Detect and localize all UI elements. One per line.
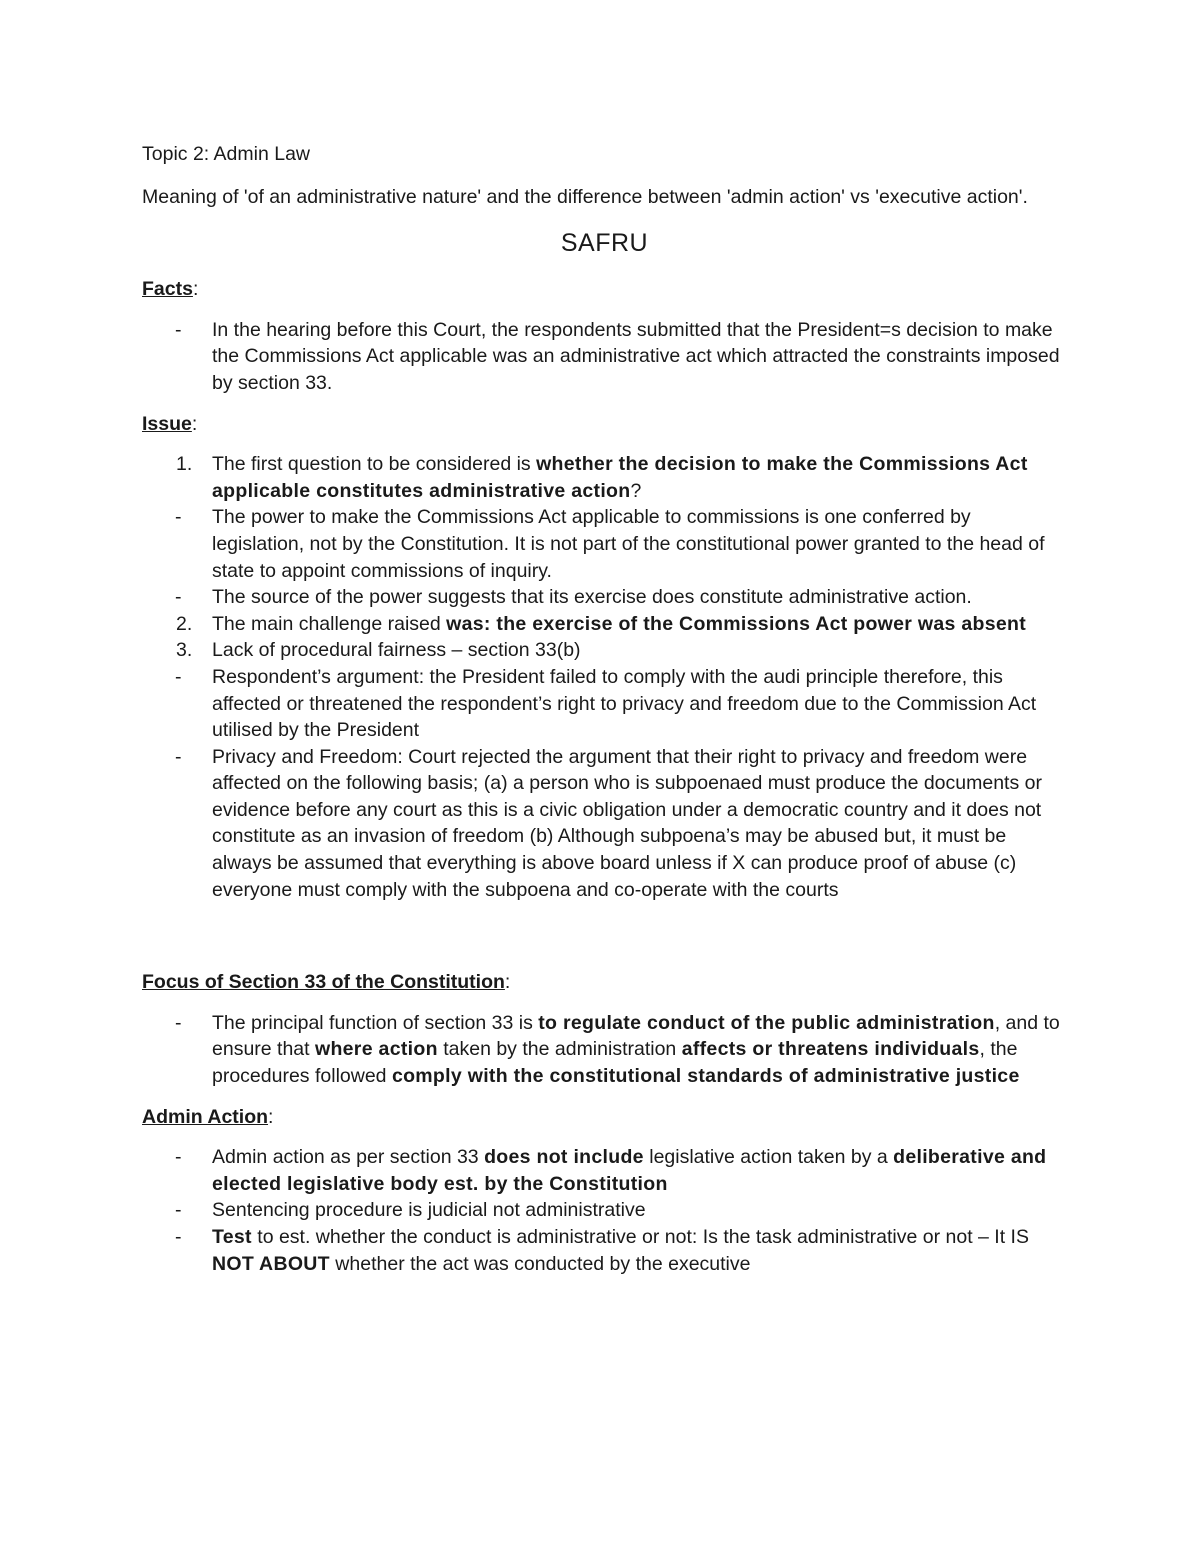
list-item [142, 1197, 1067, 1224]
list-item-text: Privacy and Freedom: Court rejected the argument that their right to privacy and freedom were affected on the following basis; (a) a person who is subpoenaed must produce the documents or evidence before any court as this is a civic obligation under a democratic country and it does not constitute as an invasion of freedom (b) Although subpoena’s may be abused but, it must be always be assumed that everything is above board unless if X can produce proof of abuse (c) everyone must comply with the subpoena and co-operate with the courts [212, 745, 1042, 901]
facts-list [142, 317, 1067, 397]
list-item-text: to est. whether the conduct is administrative or not: Is the task administrative or not – It IS [251, 1226, 1029, 1248]
list-item-text: whether the act was conducted by the executive [329, 1252, 751, 1275]
issue-list [142, 451, 1067, 903]
list-item [142, 611, 1067, 638]
case-title: SAFRU [560, 229, 649, 258]
list-marker: 3. [176, 639, 193, 662]
list-item [142, 664, 1067, 744]
list-marker: - [175, 1199, 182, 1222]
list-item-text: The source of the power suggests that its exercise does constitute administrative action. [212, 586, 972, 609]
list-marker: - [175, 1226, 182, 1248]
list-item [142, 1224, 1067, 1277]
list-item [142, 451, 1067, 504]
focus-list [142, 1010, 1067, 1090]
focus-heading: Focus of Section 33 of the Constitution: [142, 971, 511, 994]
list-item-bold: deliberative and elected legislative body est. by the Constitution [212, 1146, 1047, 1195]
list-item-text: , and to ensure that [212, 1011, 1060, 1061]
list-item [142, 584, 1067, 611]
admin-action-heading-label: Admin Action [142, 1105, 269, 1128]
list-item-text: ? [630, 479, 642, 502]
list-marker: 2. [176, 612, 193, 635]
list-marker: - [175, 665, 182, 688]
list-item-text: legislative action taken by a [643, 1146, 894, 1169]
list-item [142, 1144, 1067, 1197]
list-item [142, 637, 1067, 664]
list-item-text: The main challenge raised [212, 612, 447, 635]
document-page [142, 141, 1067, 1291]
list-item-text: The power to make the Commissions Act applicable to commissions is one conferred by legislation, not by the Constitution. It is not part of the constitutional power granted to the head of state to appoint commissions of inquiry. [212, 506, 1045, 582]
list-item [142, 744, 1067, 904]
list-item-text: Sentencing procedure is judicial not administrative [212, 1199, 646, 1222]
list-item-text: Respondent’s argument: the President failed to comply with the audi principle therefore, this affected or threatened the respondent’s right to privacy and freedom due to the Commission Act utilised by the President [212, 665, 1037, 742]
list-item-text: In the hearing before this Court, the respondents submitted that the President=s decision to make the Commissions Act applicable was an administrative act which attracted the constraints imposed by section 33. [212, 318, 1060, 394]
focus-heading-label: Focus of Section 33 of the Constitution [142, 971, 505, 994]
section-spacer [142, 917, 1067, 969]
issue-heading-label: Issue [142, 412, 192, 435]
admin-action-list [142, 1144, 1067, 1277]
list-item-bold: affects or threatens individuals [681, 1038, 980, 1061]
list-item-bold: Test [212, 1226, 252, 1248]
list-item-bold: does not include [484, 1146, 644, 1169]
list-item [142, 317, 1067, 397]
list-item-bold: NOT ABOUT [212, 1252, 330, 1275]
list-item-text: The principal function of section 33 is [212, 1011, 539, 1034]
issue-heading: Issue: [142, 412, 198, 435]
list-item-bold: comply with the constitutional standards of administrative justice [391, 1065, 1020, 1088]
list-item-text: taken by the administration [437, 1038, 682, 1061]
list-item-bold: was: the exercise of the Commissions Act power was absent [446, 612, 1027, 635]
list-item-text: Lack of procedural fairness – section 33(b) [212, 639, 581, 662]
facts-heading-label: Facts [142, 278, 193, 301]
list-item-bold: whether the decision to make the Commissions Act applicable constitutes administrative action [212, 453, 1028, 502]
list-item-bold: to regulate conduct of the public administration [538, 1011, 995, 1034]
admin-action-heading: Admin Action: [142, 1105, 274, 1128]
list-item-text: , the procedures followed [212, 1038, 1018, 1088]
list-item [142, 504, 1067, 584]
list-item [142, 1010, 1067, 1090]
list-item-bold: where action [314, 1038, 438, 1061]
list-marker: - [175, 318, 182, 341]
meaning-line: Meaning of 'of an administrative nature' and the difference between 'admin action' vs 'executive action'. [142, 185, 1028, 208]
list-marker: - [175, 745, 182, 768]
list-marker: - [175, 1011, 182, 1034]
list-item-text: Admin action as per section 33 [212, 1146, 485, 1169]
list-marker: - [175, 1146, 182, 1169]
list-marker: - [175, 506, 182, 529]
list-marker: 1. [176, 453, 193, 476]
topic-line: Topic 2: Admin Law [142, 143, 311, 165]
list-item-text: The first question to be considered is [212, 453, 537, 476]
facts-heading: Facts: [142, 278, 199, 301]
list-marker: - [175, 586, 182, 609]
